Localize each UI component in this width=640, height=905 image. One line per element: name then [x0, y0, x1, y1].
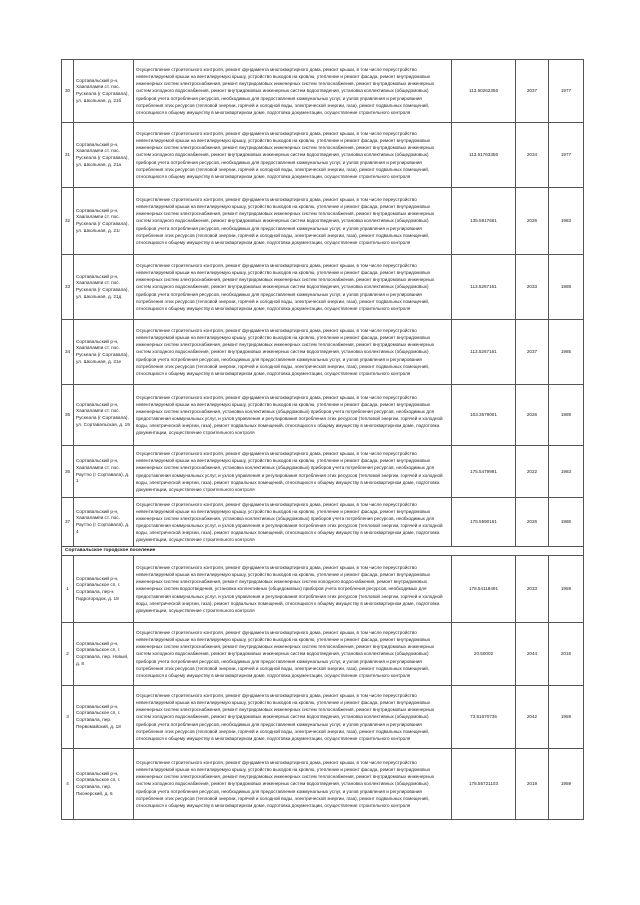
address-cell: Сортавальский р-н, Сортавальское сп, г. Сортавала, пер. Первомайский, д. 18: [74, 686, 134, 749]
row-number-cell: 3: [62, 686, 74, 749]
works-description-cell: Осуществление строительного контроля, ремонт фундамента многоквартирного дома, ремонт крыши, в том числе переустройство невентилируемой крыши на вентилируемую крышу, устройство выходов на кровлю, утепление и ремонт фасада, ремонт внутридомовых инженерных систем электроснабжения, ремонт внутридомовых инженерных систем теплоснабжения, ремонт внутридомовых инженерных систем холодного водоснабжения, ремонт внутридомовых инженерных систем водоотведения, установка коллективных (общедомовых) приборов учета потребления ресурсов, необходимых для предоставления коммунальных услуг, и узлов управления и регулирования потребления этих ресурсов (тепловой энергии, горячей и холодной воды, электрической энергии, газа), ремонт подвальных помещений, относящихся к общему имуществу в многоквартирном доме, подготовка документации, осуществление строительного контроля: [134, 686, 452, 749]
planned-year-cell: 2019: [516, 749, 549, 820]
build-year-cell: 1977: [549, 60, 584, 123]
row-number-cell: 4: [62, 749, 74, 820]
planned-year-cell: 2034: [516, 123, 549, 188]
build-year-cell: 1983: [549, 446, 584, 498]
row-number-cell: 2: [62, 623, 74, 686]
table-row: [62, 320, 584, 385]
row-number-cell: 32: [62, 188, 74, 255]
cost-cell: 113.5267161: [452, 320, 516, 385]
cost-cell: 135.5917661: [452, 188, 516, 255]
cost-cell: 175.5590161: [452, 498, 516, 547]
row-number-cell: 30: [62, 60, 74, 123]
build-year-cell: 1986: [549, 498, 584, 547]
table-row: [62, 623, 584, 686]
works-description-cell: Осуществление строительного контроля, ремонт фундамента многоквартирного дома, ремонт крыши, в том числе переустройство невентилируемой крыши на вентилируемую крышу, устройство выходов на кровлю, утепление и ремонт фасада, ремонт внутридомовых инженерных систем электроснабжения, установка коллективных (общедомовых) приборов учета потребления ресурсов, необходимых для предоставления коммунальных услуг, и узлов управления и регулирования потребления этих ресурсов (тепловой энергии, горячей и холодной воды, электрической энергии, газа), ремонт подвальных помещений, относящихся к общему имуществу в многоквартирном доме, подготовка документации, осуществление строительного контроля: [134, 446, 452, 498]
works-description-cell: Осуществление строительного контроля, ремонт фундамента многоквартирного дома, ремонт крыши, в том числе переустройство невентилируемой крыши на вентилируемую крышу, устройство выходов на кровлю, утепление и ремонт фасада, ремонт внутридомовых инженерных систем электроснабжения, ремонт внутридомовых инженерных систем теплоснабжения, ремонт внутридомовых инженерных систем холодного водоснабжения, ремонт внутридомовых инженерных систем водоотведения, установка коллективных (общедомовых) приборов учета потребления ресурсов, необходимых для предоставления коммунальных услуг, и узлов управления и регулирования потребления этих ресурсов (тепловой энергии, горячей и холодной воды, электрической энергии, газа), ремонт подвальных помещений, относящихся к общему имуществу в многоквартирном доме, подготовка документации, осуществление строительного контроля: [134, 188, 452, 255]
table-row: [62, 123, 584, 188]
address-cell: Сортавальский р-н, Хаапалампи ст. пос. Рускеала (г Сортавала), ул. Сортавальская, д. 19: [74, 385, 134, 446]
build-year-cell: 1959: [549, 686, 584, 749]
works-description-cell: Осуществление строительного контроля, ремонт фундамента многоквартирного дома, ремонт крыши, в том числе переустройство невентилируемой крыши на вентилируемую крышу, устройство выходов на кровлю, утепление и ремонт фасада, ремонт внутридомовых инженерных систем электроснабжения, ремонт внутридомовых инженерных систем теплоснабжения, ремонт внутридомовых инженерных систем холодного водоснабжения, ремонт внутридомовых инженерных систем водоотведения, установка коллективных (общедомовых) приборов учета потребления ресурсов, необходимых для предоставления коммунальных услуг, и узлов управления и регулирования потребления этих ресурсов (тепловой энергии, горячей и холодной воды, электрической энергии, газа), ремонт подвальных помещений, относящихся к общему имуществу в многоквартирном доме, подготовка документации, осуществление строительного контроля: [134, 623, 452, 686]
build-year-cell: 2016: [549, 623, 584, 686]
build-year-cell: 1959: [549, 749, 584, 820]
works-description-cell: Осуществление строительного контроля, ремонт фундамента многоквартирного дома, ремонт крыши, в том числе переустройство невентилируемой крыши на вентилируемую крышу, устройство выходов на кровлю, утепление и ремонт фасада, ремонт внутридомовых инженерных систем электроснабжения, ремонт внутридомовых инженерных систем теплоснабжения, ремонт внутридомовых инженерных систем холодного водоснабжения, ремонт внутридомовых инженерных систем водоотведения, установка коллективных (общедомовых) приборов учета потребления ресурсов, необходимых для предоставления коммунальных услуг, и узлов управления и регулирования потребления этих ресурсов (тепловой энергии, горячей и холодной воды, электрической энергии, газа), ремонт подвальных помещений, относящихся к общему имуществу в многоквартирном доме, подготовка документации, осуществление строительного контроля: [134, 255, 452, 320]
address-cell: Сортавальский р-н, Сортавальское сп, г. Сортавала, пер-к Гидрогородок, д. 18: [74, 556, 134, 623]
planned-year-cell: 2042: [516, 686, 549, 749]
planned-year-cell: 2026: [516, 498, 549, 547]
section-title: Сортавальское городское поселение: [62, 547, 584, 556]
build-year-cell: 1985: [549, 320, 584, 385]
cost-cell: 113.51763356: [452, 123, 516, 188]
address-cell: Сортавальский р-н, Сортавальское сп, г. Сортавала, пер. Новый, д. 8: [74, 623, 134, 686]
document-page: [61, 59, 583, 820]
section-header-row: [62, 547, 584, 556]
cost-cell: 178.55721103: [452, 749, 516, 820]
table-row: [62, 255, 584, 320]
table-row: [62, 188, 584, 255]
table-body: [62, 60, 584, 820]
planned-year-cell: 2037: [516, 320, 549, 385]
cost-cell: 113.5267161: [452, 255, 516, 320]
address-cell: Сортавальский р-н, Хаапалампи ст. пос. Рускеала (г Сортавала), ул. Школьная, д. 21е: [74, 320, 134, 385]
address-cell: Сортавальский р-н, Хаапалампи ст. пос. Рускеала (г Сортавала), ул. Школьная, д. 21г: [74, 188, 134, 255]
table-row: [62, 556, 584, 623]
planned-year-cell: 2022: [516, 446, 549, 498]
row-number-cell: 37: [62, 498, 74, 547]
table-row: [62, 498, 584, 547]
cost-cell: 178.54118491: [452, 556, 516, 623]
address-cell: Сортавальский р-н, Хаапалампи ст. пос. Рускеала (г Сортавала), ул. Школьная, д. 21д: [74, 255, 134, 320]
address-cell: Сортавальский р-н, Хаапалампи ст. пос. Рускеала (г Сортавала), ул. Школьная, д. 21б: [74, 60, 134, 123]
build-year-cell: 1983: [549, 188, 584, 255]
row-number-cell: 1: [62, 556, 74, 623]
table-row: [62, 749, 584, 820]
planned-year-cell: 2037: [516, 60, 549, 123]
works-description-cell: Осуществление строительного контроля, ремонт фундамента многоквартирного дома, ремонт крыши, в том числе переустройство невентилируемой крыши на вентилируемую крышу, устройство выходов на кровлю, утепление и ремонт фасада, ремонт внутридомовых инженерных систем электроснабжения, установка коллективных (общедомовых) приборов учета потребления ресурсов, необходимых для предоставления коммунальных услуг, и узлов управления и регулирования потребления этих ресурсов (тепловой энергии, горячей и холодной воды, электрической энергии, газа), ремонт подвальных помещений, относящихся к общему имуществу в многоквартирном доме, подготовка документации, осуществление строительного контроля: [134, 385, 452, 446]
repair-program-table: [61, 59, 584, 820]
row-number-cell: 34: [62, 320, 74, 385]
cost-cell: 73.51670735: [452, 686, 516, 749]
planned-year-cell: 2033: [516, 255, 549, 320]
works-description-cell: Осуществление строительного контроля, ремонт фундамента многоквартирного дома, ремонт крыши, в том числе переустройство невентилируемой крыши на вентилируемую крышу, устройство выходов на кровлю, утепление и ремонт фасада, ремонт внутридомовых инженерных систем электроснабжения, ремонт внутридомовых инженерных систем теплоснабжения, ремонт внутридомовых инженерных систем холодного водоснабжения, ремонт внутридомовых инженерных систем водоотведения, установка коллективных (общедомовых) приборов учета потребления ресурсов, необходимых для предоставления коммунальных услуг, и узлов управления и регулирования потребления этих ресурсов (тепловой энергии, горячей и холодной воды, электрической энергии, газа), ремонт подвальных помещений, относящихся к общему имуществу в многоквартирном доме, подготовка документации, осуществление строительного контроля: [134, 123, 452, 188]
build-year-cell: 1959: [549, 556, 584, 623]
planned-year-cell: 2026: [516, 385, 549, 446]
planned-year-cell: 2033: [516, 556, 549, 623]
build-year-cell: 1977: [549, 123, 584, 188]
table-row: [62, 446, 584, 498]
works-description-cell: Осуществление строительного контроля, ремонт фундамента многоквартирного дома, ремонт крыши, в том числе переустройство невентилируемой крыши на вентилируемую крышу, устройство выходов на кровлю, утепление и ремонт фасада, ремонт внутридомовых инженерных систем электроснабжения, ремонт внутридомовых инженерных систем теплоснабжения, ремонт внутридомовых инженерных систем холодного водоснабжения, ремонт внутридомовых инженерных систем водоотведения, установка коллективных (общедомовых) приборов учета потребления ресурсов, необходимых для предоставления коммунальных услуг, и узлов управления и регулирования потребления этих ресурсов (тепловой энергии, горячей и холодной воды, электрической энергии, газа), ремонт подвальных помещений, относящихся к общему имуществу в многоквартирном доме, подготовка документации, осуществление строительного контроля: [134, 320, 452, 385]
table-row: [62, 686, 584, 749]
planned-year-cell: 2026: [516, 188, 549, 255]
works-description-cell: Осуществление строительного контроля, ремонт фундамента многоквартирного дома, ремонт крыши, в том числе переустройство невентилируемой крыши на вентилируемую крышу, устройство выходов на кровлю, утепление и ремонт фасада, ремонт внутридомовых инженерных систем электроснабжения, ремонт внутридомовых инженерных систем теплоснабжения, ремонт внутридомовых инженерных систем холодного водоснабжения, ремонт внутридомовых инженерных систем водоотведения, установка коллективных (общедомовых) приборов учета потребления ресурсов, необходимых для предоставления коммунальных услуг, и узлов управления и регулирования потребления этих ресурсов (тепловой энергии, горячей и холодной воды, электрической энергии, газа), ремонт подвальных помещений, относящихся к общему имуществу в многоквартирном доме, подготовка документации, осуществление строительного контроля: [134, 60, 452, 123]
address-cell: Сортавальский р-н, Хаапалампи ст. пос. Рускеала (г Сортавала), ул. Школьная, д. 21а: [74, 123, 134, 188]
row-number-cell: 36: [62, 446, 74, 498]
table-row: [62, 385, 584, 446]
planned-year-cell: 2044: [516, 623, 549, 686]
build-year-cell: 1989: [549, 385, 584, 446]
address-cell: Сортавальский р-н, Сортавальское сп, г. Сортавала, пер. Пионерский, д. 6: [74, 749, 134, 820]
row-number-cell: 31: [62, 123, 74, 188]
address-cell: Сортавальский р-н, Хаапалампи ст. пос. Рауттю (г Сортавала), д. 1: [74, 446, 134, 498]
row-number-cell: 33: [62, 255, 74, 320]
works-description-cell: Осуществление строительного контроля, ремонт фундамента многоквартирного дома, ремонт крыши, в том числе переустройство невентилируемой крыши на вентилируемую крышу, устройство выходов на кровлю, утепление и ремонт фасада, ремонт внутридомовых инженерных систем электроснабжения, ремонт внутридомовых инженерных систем холодного водоснабжения, ремонт внутридомовых инженерных систем водоотведения, установка коллективных (общедомовых) приборов учета потребления ресурсов, необходимых для предоставления коммунальных услуг, и узлов управления и регулирования потребления этих ресурсов (тепловой энергии, горячей и холодной воды, электрической энергии, газа), ремонт подвальных помещений, относящихся к общему имуществу в многоквартирном доме, подготовка документации, осуществление строительного контроля: [134, 556, 452, 623]
build-year-cell: 1988: [549, 255, 584, 320]
works-description-cell: Осуществление строительного контроля, ремонт фундамента многоквартирного дома, ремонт крыши, в том числе переустройство невентилируемой крыши на вентилируемую крышу, устройство выходов на кровлю, утепление и ремонт фасада, ремонт внутридомовых инженерных систем электроснабжения, установка коллективных (общедомовых) приборов учета потребления ресурсов, необходимых для предоставления коммунальных услуг, и узлов управления и регулирования потребления этих ресурсов (тепловой энергии, горячей и холодной воды, электрической энергии, газа), ремонт подвальных помещений, относящихся к общему имуществу в многоквартирном доме, подготовка документации, осуществление строительного контроля: [134, 498, 452, 547]
row-number-cell: 35: [62, 385, 74, 446]
cost-cell: 20.50002: [452, 623, 516, 686]
cost-cell: 175.5479991: [452, 446, 516, 498]
address-cell: Сортавальский р-н, Хаапалампи ст. пос. Рауттю (г Сортавала), д. 4: [74, 498, 134, 547]
works-description-cell: Осуществление строительного контроля, ремонт фундамента многоквартирного дома, ремонт крыши, в том числе переустройство невентилируемой крыши на вентилируемую крышу, устройство выходов на кровлю, утепление и ремонт фасада, ремонт внутридомовых инженерных систем электроснабжения, ремонт внутридомовых инженерных систем теплоснабжения, ремонт внутридомовых инженерных систем холодного водоснабжения, ремонт внутридомовых инженерных систем водоотведения, установка коллективных (общедомовых) приборов учета потребления ресурсов, необходимых для предоставления коммунальных услуг, и узлов управления и регулирования потребления этих ресурсов (тепловой энергии, горячей и холодной воды, электрической энергии, газа), ремонт подвальных помещений, относящихся к общему имуществу в многоквартирном доме, подготовка документации, осуществление строительного контроля: [134, 749, 452, 820]
cost-cell: 113.50262356: [452, 60, 516, 123]
cost-cell: 103.3579001: [452, 385, 516, 446]
table-row: [62, 60, 584, 123]
